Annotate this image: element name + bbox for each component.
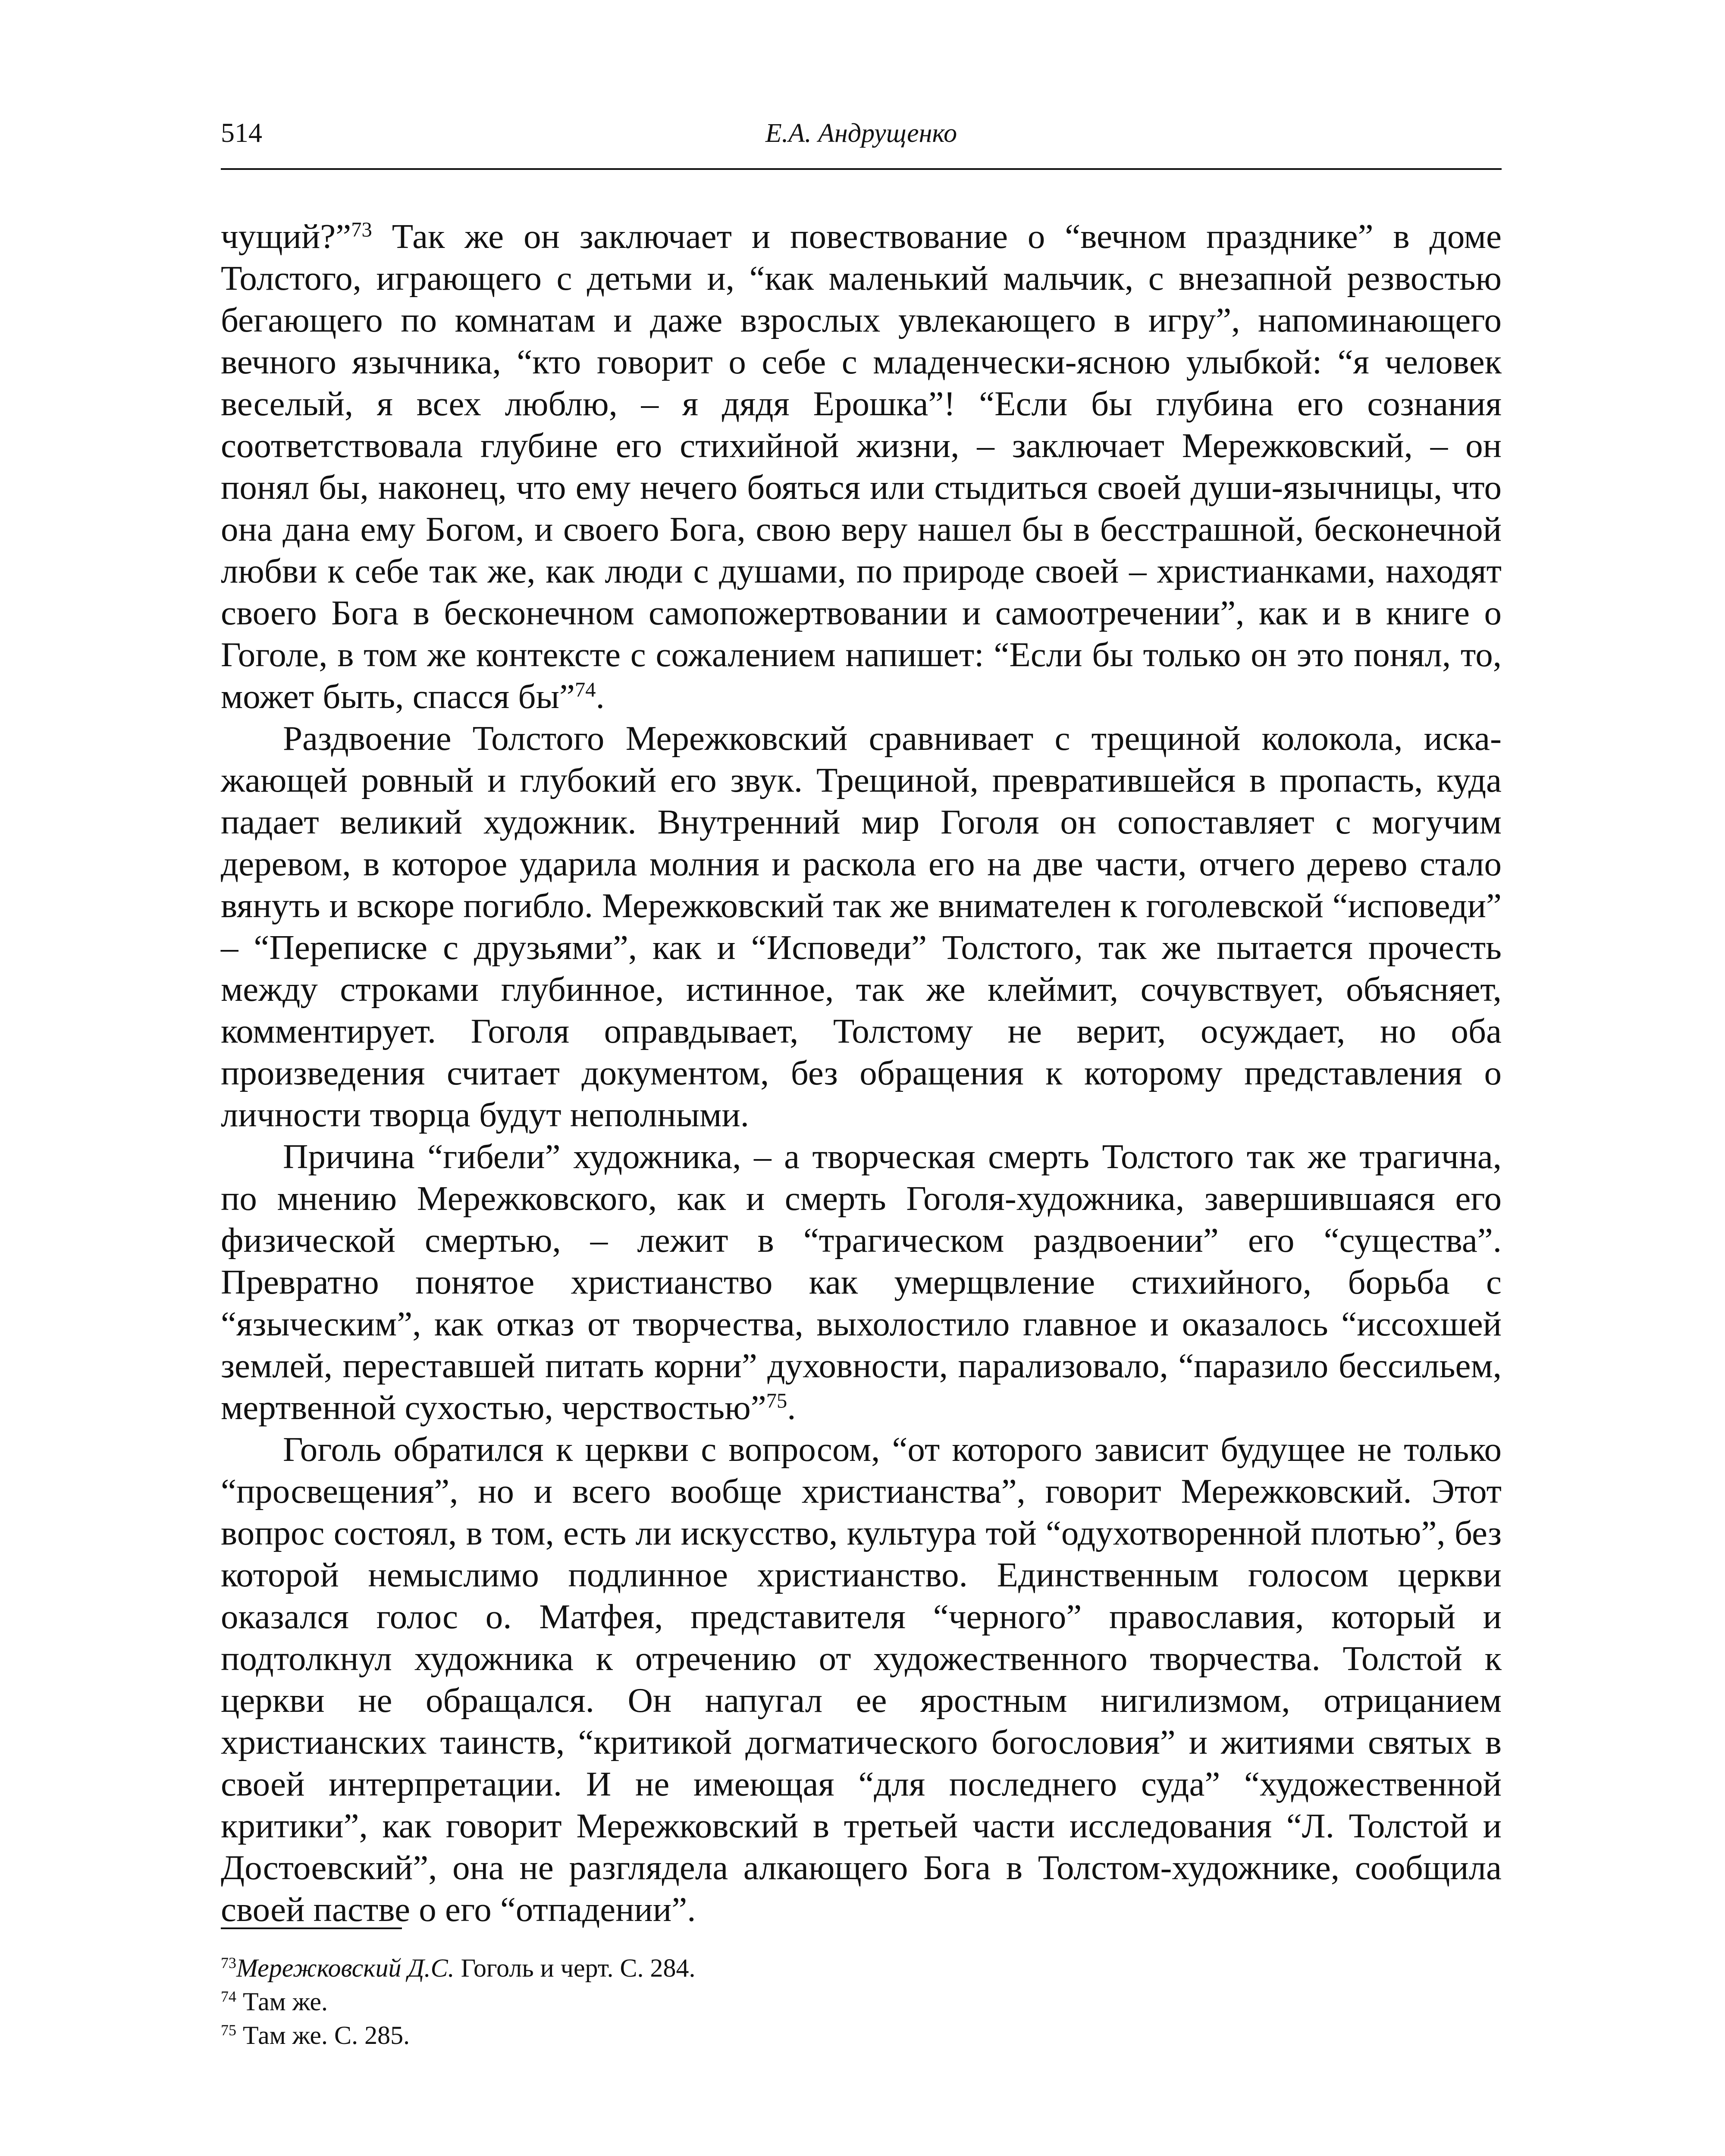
footnote-number: 73 bbox=[221, 1954, 236, 1972]
footnote-number: 75 bbox=[221, 2021, 236, 2039]
running-head-author: Е.А. Андрущенко bbox=[765, 119, 957, 148]
footnote-74 bbox=[221, 1985, 1502, 2018]
page-number: 514 bbox=[221, 117, 262, 148]
footnote-75 bbox=[221, 2018, 1502, 2052]
paragraph-4 bbox=[221, 1429, 1502, 1930]
footnote-text: Гоголь и черт. С. 284. bbox=[454, 1954, 696, 1982]
paragraph-3 bbox=[221, 1136, 1502, 1429]
paragraph-3-text-a: Причина “гибели” художника, – а творческая смерть Толстого так же трагична, по мнению Мережковского, как и смерть Гоголя-художника, завершившаяся его физической смертью, – лежит в “трагическом раздвоении” его “существа”. Превратно понятое христианство как умерщвление стихийного, борьба с “языческим”, как отказ от творчества, выхолостило главное и оказалось “иссохшей землей, переставшей питать корни” духовности, парализовало, “паразило бессильем, мертвенной сухостью, черствостью” bbox=[221, 1137, 1502, 1427]
paragraph-2 bbox=[221, 718, 1502, 1136]
footnote-number: 74 bbox=[221, 1988, 236, 2006]
footnote-text: Там же. bbox=[236, 1987, 328, 2016]
paragraph-4-text: Гоголь обратился к церкви с вопросом, “от которого зависит будущее не только “просвещения”, но и всего вообще христианства”, говорит Мережковский. Этот вопрос состоял, в том, есть ли искусство, культура той “одухотворенной плотью”, без которой немыслимо подлинное христианство. Единственным голосом церкви оказался голос о. Матфея, представителя “черного” православия, который и подтолкнул художника к отречению от художественного творчества. Толстой к церкви не обращался. Он напугал ее яростным нигилизмом, отрицанием христианских таинств, “критикой догматического богословия” и житиями святых в своей интерпретации. И не имеющая “для последнего суда” “художественной критики”, как говорит Мережковский в третьей части исследования “Л. Толстой и Достоевский”, она не разглядела алкающего Бога в Толстом-художнике, сообщила своей пастве о его “отпадении”. bbox=[221, 1430, 1502, 1929]
footnote-text: Там же. С. 285. bbox=[236, 2021, 410, 2049]
footnote-ref-74: 74 bbox=[574, 678, 596, 702]
paragraph-1-text-a: чущий?” bbox=[221, 217, 351, 256]
main-text bbox=[221, 216, 1502, 1930]
paragraph-1-text-c: . bbox=[596, 677, 605, 716]
footnotes bbox=[221, 1951, 1502, 2052]
paragraph-1 bbox=[221, 216, 1502, 718]
footnote-divider bbox=[221, 1927, 402, 1929]
paragraph-2-text: Раздвоение Толстого Мережковский сравнивает с трещиной колокола, искажающей ровный и глубокий его звук. Трещиной, превратившейся в пропасть, куда падает великий художник. Внутренний мир Гоголя он сопоставляет с могучим деревом, в которое ударила молния и раскола его на две части, отчего дерево стало вянуть и вскоре погибло. Мережковский так же внимателен к гоголевской “исповеди” – “Переписке с друзьями”, как и “Исповеди” Толстого, так же пытается прочесть между строками глубинное, истинное, так же клеймит, сочувствует, объясняет, комментирует. Гоголя оправдывает, Толстому не верит, осуждает, но оба произведения считает документом, без обращения к которому представления о личности творца будут неполными. bbox=[221, 719, 1502, 1134]
footnote-ref-75: 75 bbox=[766, 1389, 787, 1413]
footnote-author: Мережковский Д.С. bbox=[236, 1954, 455, 1982]
footnote-ref-73: 73 bbox=[351, 218, 372, 241]
running-header bbox=[221, 116, 1502, 170]
footnote-73 bbox=[221, 1951, 1502, 1985]
paragraph-3-text-b: . bbox=[787, 1388, 796, 1427]
paragraph-1-text-b: Так же он заключает и повествование о “вечном празднике” в доме Толстого, играющего с детьми и, “как маленький мальчик, с внезапной резвостью бегающего по комнатам и даже взрослых увлекающего в игру”, напоминающего вечного язычника, “кто говорит о себе с младенчески-ясною улыбкой: “я человек веселый, я всех люблю, – я дядя Ерошка”! “Если бы глубина его сознания соответствовала глубине его стихийной жизни, – заключает Мережковский, – он понял бы, наконец, что ему нечего бояться или стыдиться своей души-язычницы, что она дана ему Богом, и своего Бога, свою веру нашел бы в бесстрашной, бесконечной любви к себе так же, как люди с душами, по природе своей – христианками, находят своего Бога в бесконечном самопожертвовании и самоотречении”, как и в книге о Гоголе, в том же контексте с сожалением напишет: “Если бы только он это понял, то, может быть, спасся бы” bbox=[221, 217, 1502, 716]
